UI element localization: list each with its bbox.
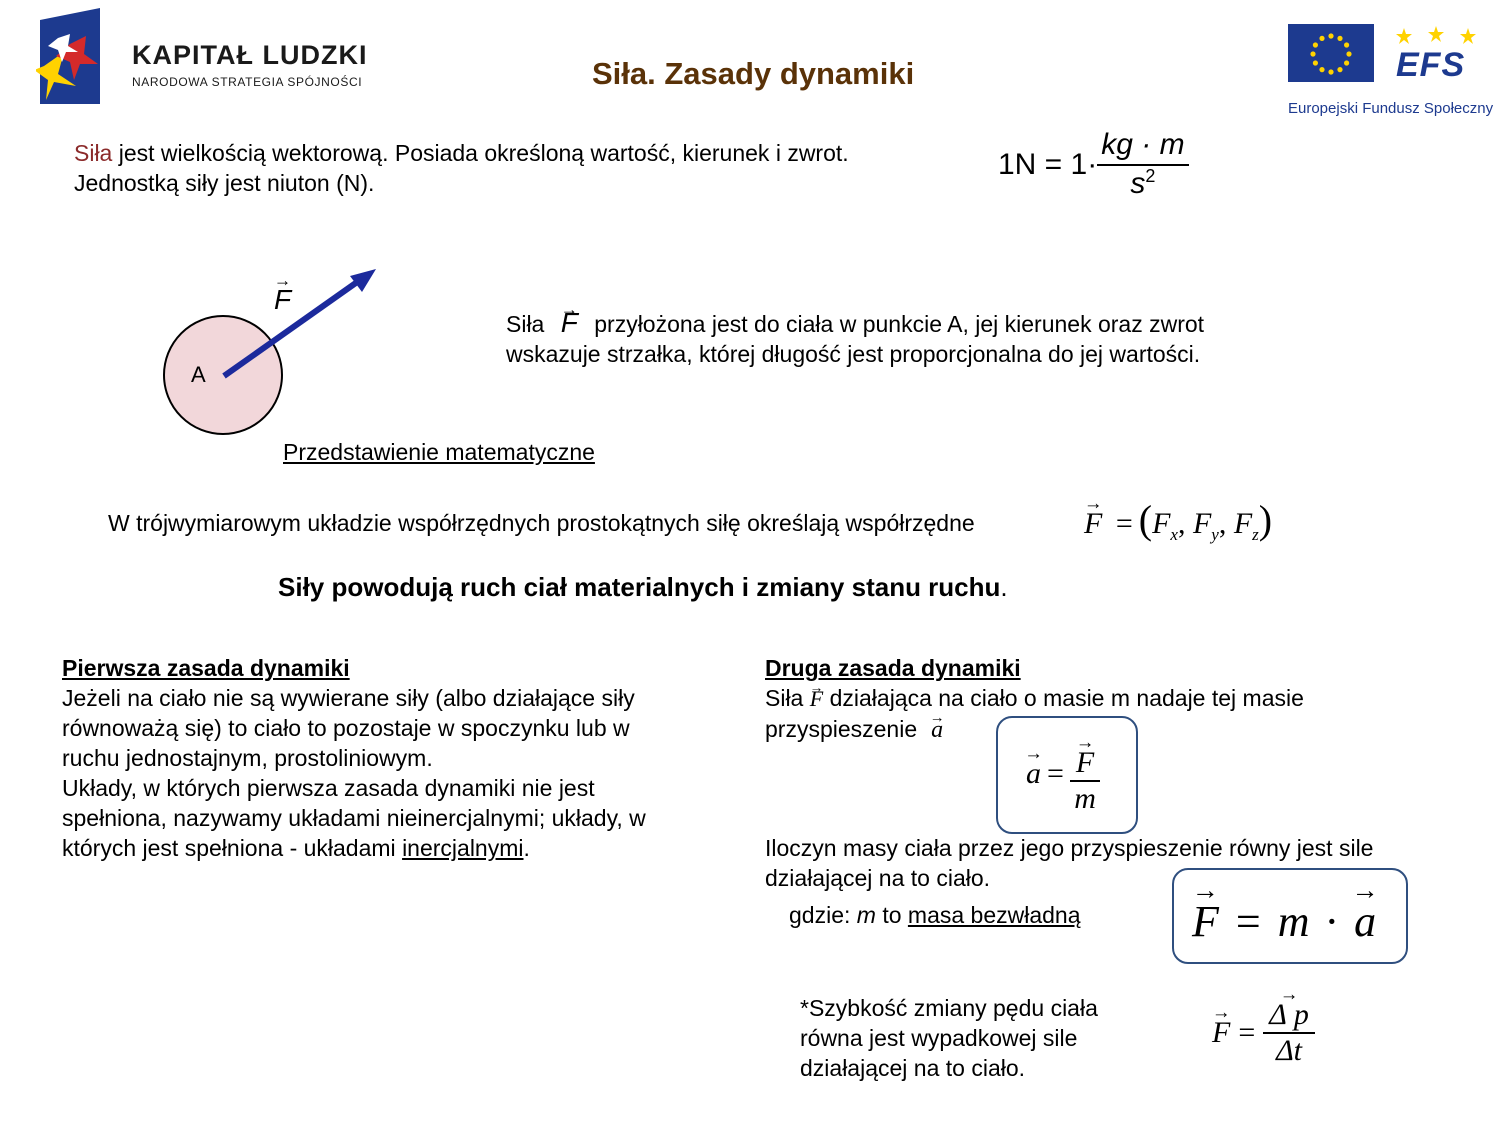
second-law-heading: Druga zasada dynamiki <box>765 655 1021 681</box>
description-line-1: Siła → F przyłożona jest do ciała w punkcie A, jej kierunek oraz zwrot <box>506 308 1306 339</box>
inercjalnymi-link[interactable]: inercjalnymi <box>402 835 524 861</box>
force-description <box>506 308 1306 369</box>
coordinates-text: W trójwymiarowym układzie współrzędnych prostokątnych siłę określają współrzędne <box>108 510 975 536</box>
intro-line-2: Jednostką siły jest niuton (N). <box>74 170 375 196</box>
unit-formula-fraction: $\frac{kg \cdot m}{s^2}$ <box>1097 128 1188 201</box>
keyword-sila: Siła <box>74 140 113 166</box>
first-law-line: spełniona, nazywamy układami nieinercjalnymi; układy, w <box>62 805 646 831</box>
coordinates-formula: → $F = (F_x$, $F_y$, $F_z$) <box>1084 496 1272 545</box>
masa-bezwladna-link[interactable]: masa bezwładną <box>907 902 1081 928</box>
first-law-line: Jeżeli na ciało nie są wywierane siły (albo działające siły <box>62 685 635 711</box>
page-title: Siła. Zasady dynamiki <box>592 56 915 91</box>
efs-stars-icon <box>1396 26 1476 48</box>
force-label: → F <box>274 284 291 316</box>
formula-momentum: → F = → $\frac{\text{Δ p}}{\Delta t}$ <box>1212 998 1315 1068</box>
where-note: gdzie: m to masa bezwładną <box>789 902 1081 928</box>
momentum-statement: *Szybkość zmiany pędu ciała równa jest wypadkowej sile działającej na to ciało. <box>800 995 1098 1081</box>
description-line-2: wskazuje strzałka, której długość jest proporcjonalna do jej wartości. <box>506 341 1201 367</box>
kapital-ludzki-logo <box>36 8 416 108</box>
first-law-line: Układy, w których pierwsza zasada dynamiki nie jest <box>62 775 595 801</box>
second-law-line-2: przyspieszenie→ a <box>765 714 1465 745</box>
eu-flag-icon <box>1288 24 1374 82</box>
first-law-section <box>62 653 722 863</box>
efs-logo-text: EFS <box>1396 46 1466 84</box>
formula-newton: → F = m · → a <box>1192 896 1376 947</box>
efs-caption: Europejski Fundusz Społeczny <box>1288 100 1494 117</box>
product-statement: Iloczyn masy ciała przez jego przyspieszenie równy jest sile działającej na to ciało. <box>765 835 1374 891</box>
intro-text <box>74 138 954 198</box>
kapital-ludzki-emblem <box>36 8 104 106</box>
unit-formula <box>998 128 1189 201</box>
motion-statement: Siły powodują ruch ciał materialnych i zmiany stanu ruchu. <box>278 572 1008 602</box>
first-law-heading: Pierwsza zasada dynamiki <box>62 655 350 681</box>
first-law-line: równoważą się) to ciało to pozostaje w spoczynku lub w <box>62 715 630 741</box>
logo-left-title: KAPITAŁ LUDZKI <box>132 40 368 70</box>
first-law-line: ruchu jednostajnym, prostoliniowym. <box>62 745 433 771</box>
logo-left-subtitle: NARODOWA STRATEGIA SPÓJNOŚCI <box>132 75 363 89</box>
force-arrow-head <box>350 269 376 292</box>
formula-acceleration: → a = → $\frac{F}{m}$ <box>1026 732 1100 816</box>
body-circle <box>164 316 282 434</box>
force-symbol: → F <box>561 308 578 338</box>
intro-line-1: Siła jest wielkością wektorową. Posiada określoną wartość, kierunek i zwrot. <box>74 140 849 166</box>
point-label: A <box>191 362 206 387</box>
math-heading: Przedstawienie matematyczne <box>283 439 595 465</box>
first-law-line: których jest spełniona - układami inercjalnymi. <box>62 835 530 861</box>
unit-formula-lhs: 1N = 1· <box>998 147 1098 181</box>
second-law-line-1: Siła → F działająca na ciało o masie m nadaje tej masie <box>765 683 1465 714</box>
